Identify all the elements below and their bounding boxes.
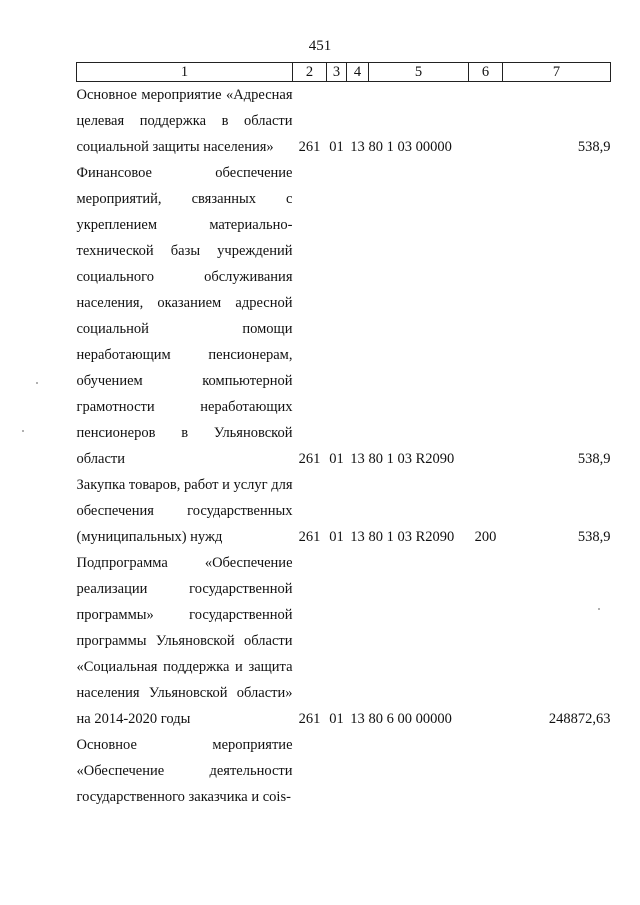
- row-name: Финансовое обеспечение мероприятий, связанных с укреплением материально-технической базы учреждений социального обслуживания населения, оказанием адресной социальной помощи неработающим пенсионерам, обучением компьютерной грамотности неработающих пенсионеров в Ульяновской области: [76, 165, 293, 467]
- scan-speck: [22, 430, 24, 432]
- row-name: Основное мероприятие «Обеспечение деятельности государственного заказчика и сois-: [76, 737, 293, 805]
- table-header-row: [77, 63, 611, 82]
- scan-speck: [598, 608, 600, 610]
- column-header: 4: [347, 63, 369, 82]
- ministry-code: 261: [298, 139, 321, 155]
- table-row: [77, 160, 611, 472]
- expense-type-code: [469, 82, 503, 161]
- table-row: [77, 550, 611, 732]
- amount: 538,9: [577, 139, 611, 155]
- column-header: 7: [503, 63, 611, 82]
- amount: 538,9: [577, 529, 611, 545]
- section-code: 01: [329, 529, 344, 545]
- target-code: 80 1 03 R2090: [368, 529, 455, 545]
- column-header: 6: [469, 63, 503, 82]
- page-number: 451: [308, 38, 332, 54]
- row-name: Закупка товаров, работ и услуг для обеспечения государственных (муниципальных) нужд: [76, 477, 293, 545]
- ministry-code: 261: [298, 711, 321, 727]
- amount: 248872,63: [548, 711, 611, 727]
- table-row: [77, 732, 611, 810]
- expense-type-code: 200: [474, 529, 497, 545]
- ministry-code: 261: [298, 529, 321, 545]
- ministry-code: 261: [298, 451, 321, 467]
- section-code: 01: [329, 139, 344, 155]
- table-row: [77, 82, 611, 161]
- subsection-code: 13: [350, 711, 365, 727]
- subsection-code: 13: [350, 451, 365, 467]
- ministry-code: [293, 732, 327, 810]
- target-code: 80 1 03 00000: [368, 139, 452, 155]
- section-code: [327, 732, 347, 810]
- scan-speck: [36, 382, 38, 384]
- target-code: 80 6 00 00000: [368, 711, 452, 727]
- budget-table: [76, 62, 611, 810]
- column-header: 2: [293, 63, 327, 82]
- subsection-code: 13: [350, 139, 365, 155]
- section-code: 01: [329, 451, 344, 467]
- expense-type-code: [469, 160, 503, 472]
- section-code: 01: [329, 711, 344, 727]
- amount: 538,9: [577, 451, 611, 467]
- table-row: [77, 472, 611, 550]
- column-header: 5: [369, 63, 469, 82]
- target-code: 80 1 03 R2090: [368, 451, 455, 467]
- expense-type-code: [469, 550, 503, 732]
- subsection-code: 13: [350, 529, 365, 545]
- expense-type-code: [469, 732, 503, 810]
- row-name: Основное мероприятие «Адресная целевая поддержка в области социальной защиты населения»: [76, 87, 293, 155]
- row-name: Подпрограмма «Обеспечение реализации государственной программы» государственной программы Ульяновской области «Социальная поддержка и защита населения Ульяновской области» на 2014-2020 годы: [76, 555, 293, 727]
- subsection-code: [347, 732, 369, 810]
- column-header: 1: [77, 63, 293, 82]
- target-code: [369, 732, 469, 810]
- amount: [503, 732, 611, 810]
- column-header: 3: [327, 63, 347, 82]
